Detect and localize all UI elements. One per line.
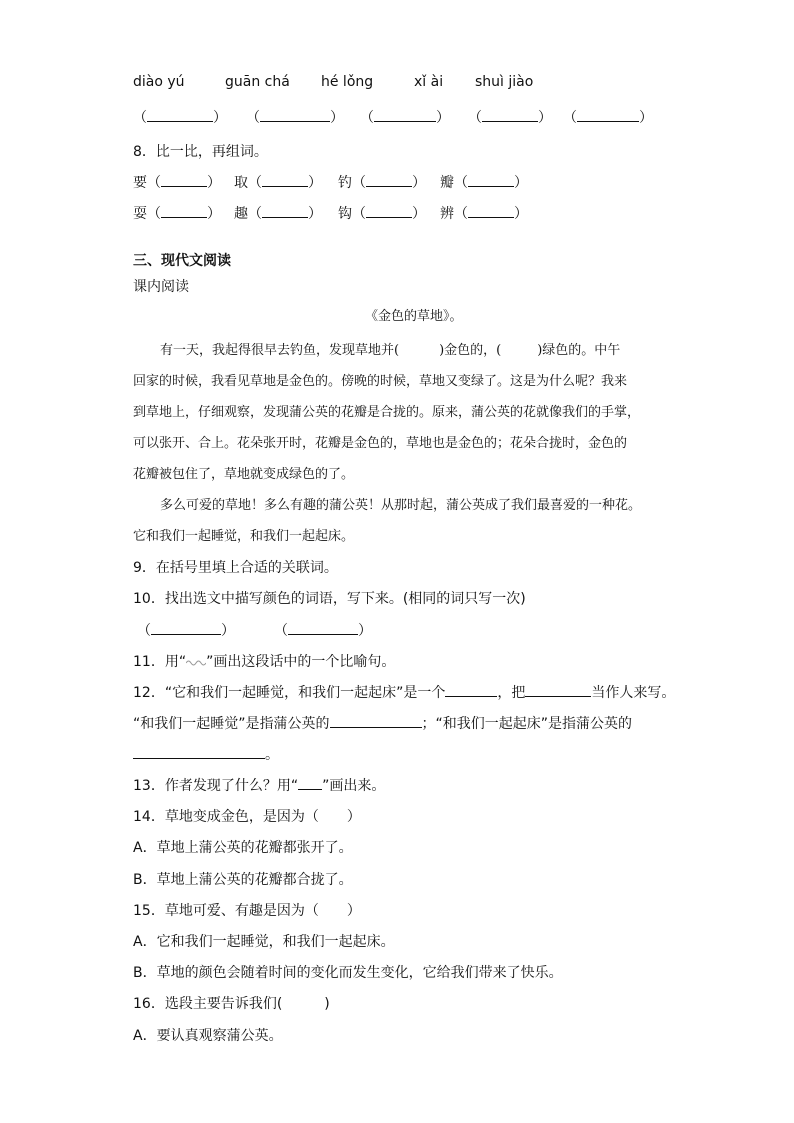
q16-option-a[interactable]: A．要认真观察蒲公英。 [133, 1028, 283, 1044]
q8-row2-item1[interactable]: 耍（ ） [133, 206, 221, 222]
q12-line2: “和我们一起睡觉”是指蒲公英的 ；“和我们一起起床”是指蒲公英的 [133, 716, 633, 732]
pinyin-answer-3[interactable]: （ ） [360, 110, 450, 126]
passage-p2-line2: 它和我们一起睡觉，和我们一起起床。 [133, 529, 355, 544]
q9: 9．在括号里填上合适的关联词。 [133, 560, 338, 576]
q15-option-b[interactable]: B．草地的颜色会随着时间的变化而发生变化，它给我们带来了快乐。 [133, 965, 563, 981]
pinyin-1: diào yú [133, 74, 185, 90]
q14-option-a[interactable]: A．草地上蒲公英的花瓣都张开了。 [133, 840, 353, 856]
q14: 14．草地变成金色，是因为（ ） [133, 809, 361, 825]
section-subheading: 课内阅读 [133, 279, 189, 295]
q13: 13．作者发现了什么？用“ ”画出来。 [133, 778, 386, 794]
pinyin-answer-4[interactable]: （ ） [468, 110, 552, 126]
passage-p1-line2: 回家的时候，我看见草地是金色的。傍晚的时候，草地又变绿了。这是为什么呢？我来 [133, 374, 628, 389]
q12-blank-2[interactable] [525, 684, 591, 697]
pinyin-answer-5[interactable]: （ ） [563, 110, 653, 126]
q8-row1-item1[interactable]: 要（ ） [133, 175, 221, 191]
pinyin-answer-2[interactable]: （ ） [246, 110, 344, 126]
section-heading: 三、现代文阅读 [133, 253, 231, 269]
pinyin-2: guān chá [225, 74, 290, 90]
q15: 15．草地可爱、有趣是因为（ ） [133, 903, 361, 919]
passage-p1-line5: 花瓣被包住了，草地就变成绿色的了。 [133, 467, 355, 482]
passage-title: 《金色的草地》。 [365, 309, 463, 324]
pinyin-4: xǐ ài [414, 74, 444, 90]
q12-line3: 。 [133, 744, 279, 764]
passage-p1-line1: 有一天，我起得很早去钓鱼，发现草地并( )金色的，( )绿色的。中午 [160, 343, 621, 358]
pinyin-5: shuì jiào [475, 74, 534, 90]
passage-p1-line3: 到草地上，仔细观察，发现蒲公英的花瓣是合拢的。原来，蒲公英的花就像我们的手掌， [133, 405, 641, 420]
q8-row1-item4[interactable]: 瓣（ ） [440, 175, 528, 191]
q8-row1-item3[interactable]: 钓（ ） [338, 175, 426, 191]
q11: 11．用“ ”画出这段话中的一个比喻句。 [133, 654, 396, 670]
q16: 16．选段主要告诉我们( ) [133, 996, 330, 1012]
pinyin-answer-1[interactable]: （ ） [133, 110, 227, 126]
q8-row2-item3[interactable]: 钩（ ） [338, 206, 426, 222]
pinyin-3: hé lǒng [321, 74, 374, 90]
q10-answer-2[interactable]: （ ） [274, 623, 372, 639]
q10-answer-1[interactable]: （ ） [137, 623, 235, 639]
q8-row2-item2[interactable]: 趣（ ） [234, 206, 322, 222]
q10: 10．找出选文中描写颜色的词语，写下来。(相同的词只写一次) [133, 591, 526, 607]
q8-title: 8．比一比，再组词。 [133, 144, 268, 160]
wavy-underline-icon [186, 658, 206, 666]
passage-p1-line4: 可以张开、合上。花朵张开时，花瓣是金色的，草地也是金色的；花朵合拢时，金色的 [133, 436, 628, 451]
q15-option-a[interactable]: A．它和我们一起睡觉，和我们一起起床。 [133, 934, 395, 950]
q12-blank-1[interactable] [445, 684, 497, 697]
q12-blank-3[interactable] [330, 715, 422, 728]
q12-line1: 12．“它和我们一起睡觉，和我们一起起床”是一个 ，把 当作人来写。 [133, 685, 676, 701]
passage-p2-line1: 多么可爱的草地！多么有趣的蒲公英！从那时起，蒲公英成了我们最喜爱的一种花。 [160, 498, 642, 513]
q12-blank-4[interactable] [133, 746, 265, 759]
q14-option-b[interactable]: B．草地上蒲公英的花瓣都合拢了。 [133, 872, 353, 888]
q8-row2-item4[interactable]: 辨（ ） [440, 206, 528, 222]
q8-row1-item2[interactable]: 取（ ） [234, 175, 322, 191]
